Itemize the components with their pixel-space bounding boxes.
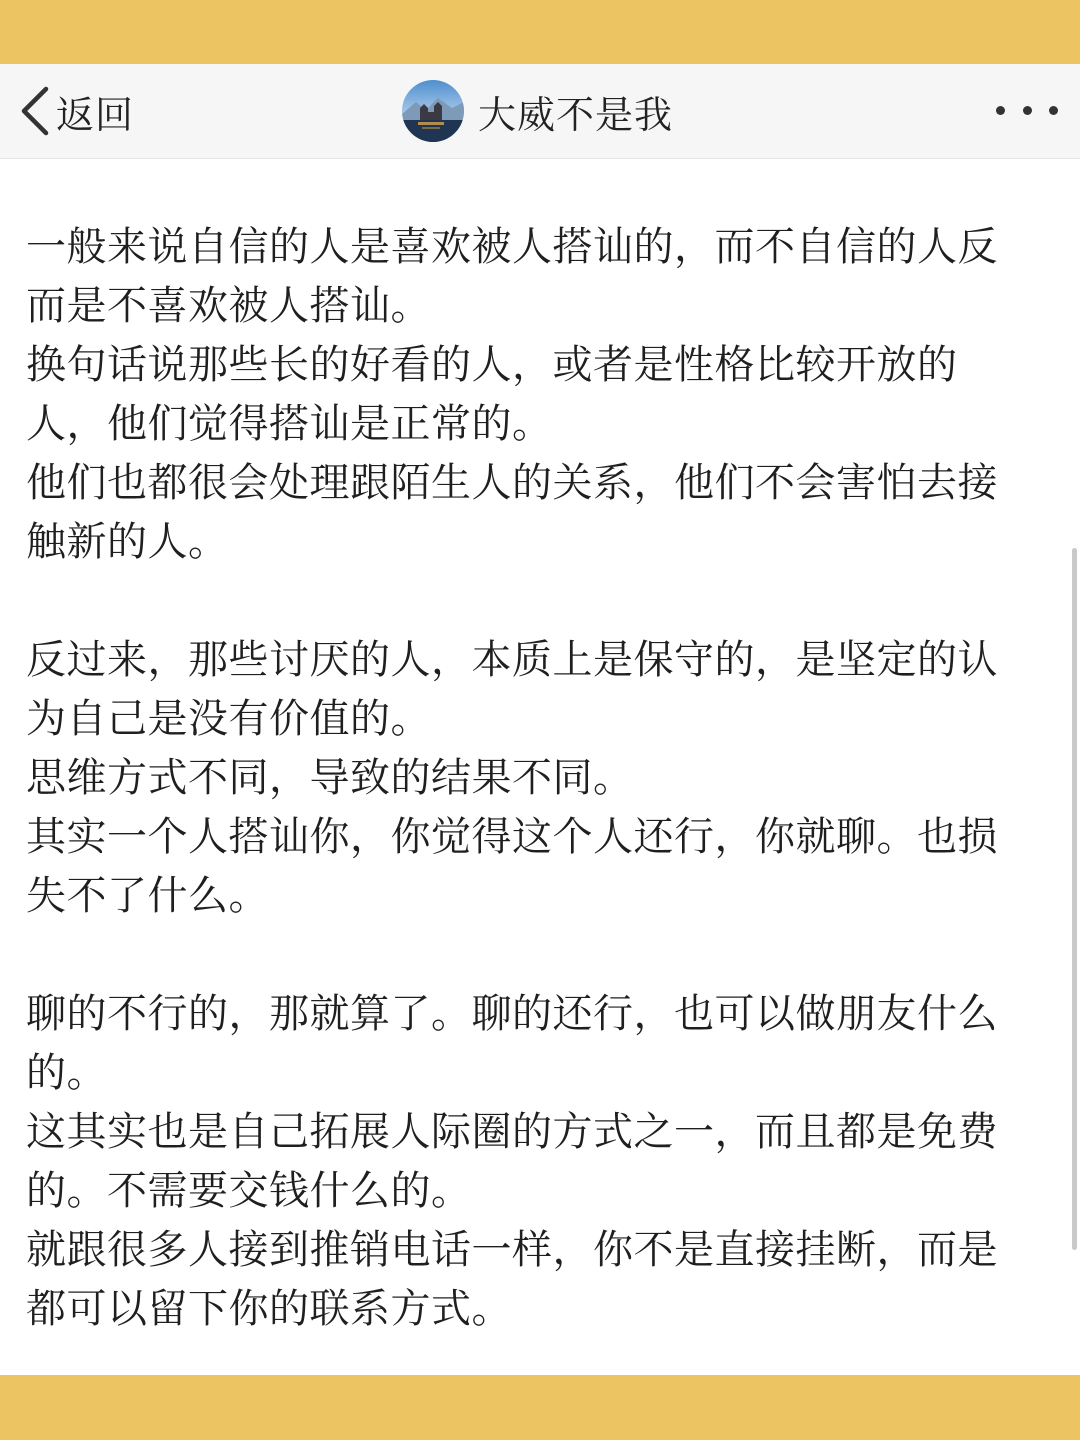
scrollbar[interactable] [1072,548,1077,1250]
navigation-bar [0,64,1080,159]
more-dots-icon [1023,106,1032,115]
back-button[interactable] [18,78,134,144]
text-line: 聊的不行的，那就算了。聊的还行，也可以做朋友什么的。 [26,991,998,1096]
more-options-button[interactable] [996,90,1058,130]
chat-title-text: 大威不是我 [478,92,674,137]
paragraph [26,985,1036,1339]
post-content [26,218,1036,1339]
text-line: 其实一个人搭讪你，你觉得这个人还行，你就聊。也损失不了什么。 [26,814,998,919]
chat-title[interactable] [402,70,673,152]
avatar[interactable] [402,80,464,142]
text-line: 换句话说那些长的好看的人，或者是性格比较开放的人，他们觉得搭讪是正常的。 [26,342,958,447]
paragraph [26,218,1036,572]
bottom-frame-band [0,1375,1080,1440]
text-line: 一般来说自信的人是喜欢被人搭讪的，而不自信的人反而是不喜欢被人搭讪。 [26,224,998,329]
text-line: 就跟很多人接到推销电话一样，你不是直接挂断，而是都可以留下你的联系方式。 [26,1227,998,1332]
more-dots-icon [996,106,1005,115]
text-line: 思维方式不同，导致的结果不同。 [26,755,634,801]
top-frame-band [0,0,1080,64]
text-line: 反过来，那些讨厌的人，本质上是保守的，是坚定的认为自己是没有价值的。 [26,637,998,742]
text-line: 这其实也是自己拓展人际圈的方式之一，而且都是免费的。不需要交钱什么的。 [26,1109,998,1214]
chevron-left-icon [18,85,52,137]
text-line: 他们也都很会处理跟陌生人的关系，他们不会害怕去接触新的人。 [26,460,998,565]
paragraph [26,631,1036,926]
back-label: 返回 [56,92,135,137]
more-dots-icon [1049,106,1058,115]
